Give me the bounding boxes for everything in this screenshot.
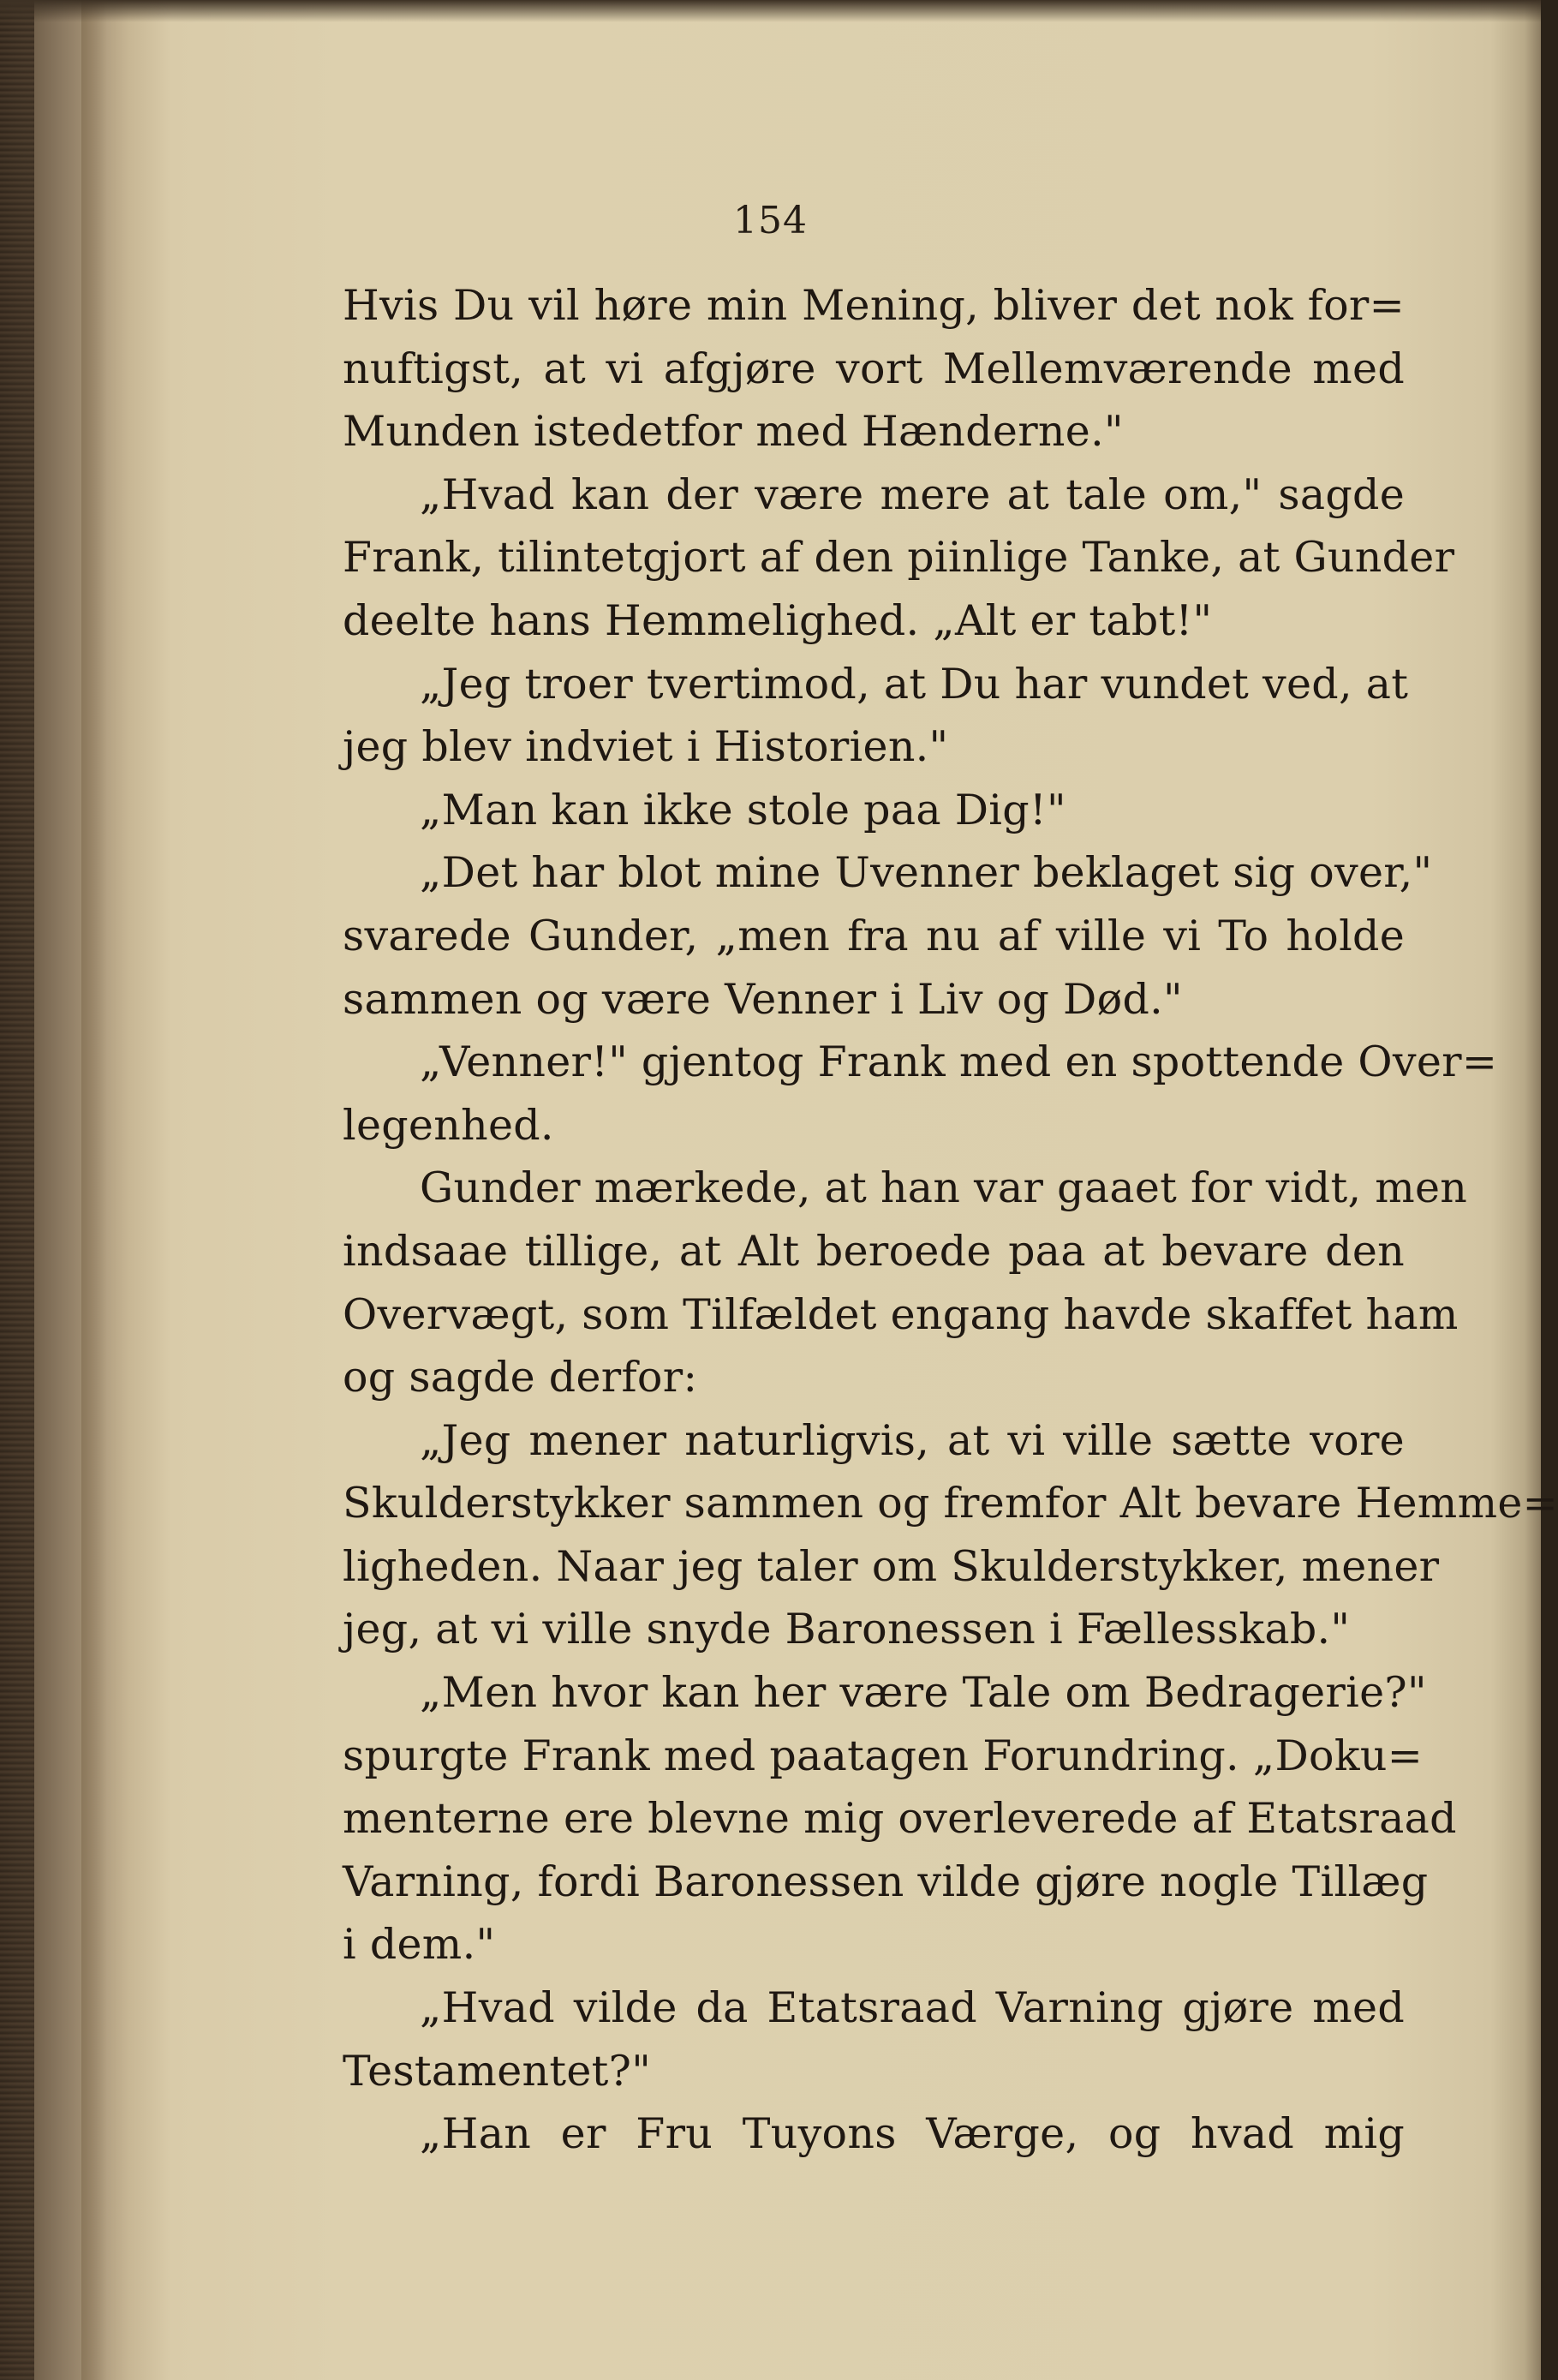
text-line: sammen og være Venner i Liv og Død." — [343, 974, 1183, 1024]
text-line: „Men hvor kan her være Tale om Bedragerie?" — [420, 1668, 1427, 1718]
text-line: Hvis Du vil høre min Mening, bliver det nok for= — [343, 281, 1405, 330]
text-line: Munden istedetfor med Hænderne." — [343, 407, 1124, 457]
text-line: spurgte Frank med paatagen Forundring. „Doku= — [343, 1731, 1424, 1780]
top-edge-shadow — [0, 0, 1541, 22]
page-number: 154 — [733, 199, 808, 242]
text-line: „Jeg mener naturligvis, at vi ville sætte vore — [420, 1415, 1405, 1465]
body-text — [343, 274, 1558, 2166]
text-line: nuftigst, at vi afgjøre vort Mellemværende med — [343, 344, 1405, 393]
text-line: Testamentet?" — [343, 2046, 652, 2096]
text-line: menterne ere blevne mig overleverede af Etatsraad — [343, 1794, 1457, 1844]
page-gutter-shadow — [81, 0, 107, 2380]
text-line: „Det har blot mine Uvenner beklaget sig over," — [420, 848, 1433, 898]
text-line: indsaae tillige, at Alt beroede paa at bevare den — [343, 1226, 1405, 1276]
text-line: ligheden. Naar jeg taler om Skulderstykker, mener — [343, 1541, 1440, 1591]
text-line: „Venner!" gjentog Frank med en spottende Over= — [420, 1038, 1498, 1087]
text-line: „Man kan ikke stole paa Dig!" — [420, 785, 1066, 834]
text-line: „Han er Fru Tuyons Værge, og hvad mig — [420, 2109, 1405, 2159]
book-spine — [0, 0, 34, 2380]
text-line: i dem." — [343, 1920, 496, 1970]
text-line: Varning, fordi Baronessen vilde gjøre nogle Tillæg — [343, 1857, 1429, 1906]
text-line: „Jeg troer tvertimod, at Du har vundet ved, at — [420, 659, 1409, 709]
text-line: jeg blev indviet i Historien." — [343, 722, 949, 772]
text-line: og sagde derfor: — [343, 1353, 698, 1402]
text-line: Gunder mærkede, at han var gaaet for vidt, men — [420, 1163, 1468, 1213]
text-line: jeg, at vi ville snyde Baronessen i Fællesskab." — [343, 1605, 1351, 1654]
text-line: deelte hans Hemmelighed. „Alt er tabt!" — [343, 595, 1213, 645]
text-line: Skulderstykker sammen og fremfor Alt bevare Hemme= — [343, 1479, 1558, 1528]
text-line: svarede Gunder, „men fra nu af ville vi To holde — [343, 911, 1405, 960]
text-line: Frank, tilintetgjort af den piinlige Tanke, at Gunder — [343, 533, 1455, 583]
text-line: „Hvad kan der være mere at tale om," sagde — [420, 469, 1405, 519]
text-line: „Hvad vilde da Etatsraad Varning gjøre med — [420, 1983, 1405, 2033]
text-line: Overvægt, som Tilfældet engang havde skaffet ham — [343, 1289, 1459, 1339]
text-line: legenhed. — [343, 1100, 554, 1150]
